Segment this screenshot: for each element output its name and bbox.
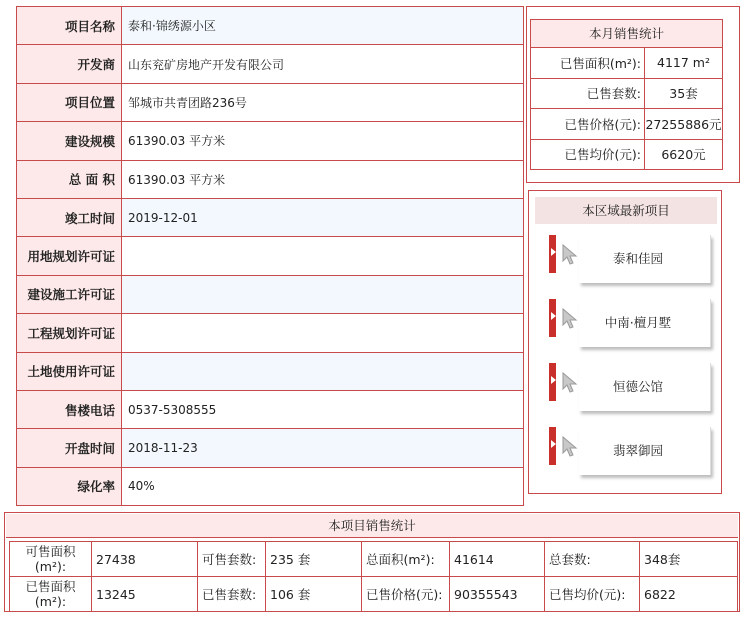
month-stat-value: 35套: [645, 78, 723, 109]
info-label: 项目位置: [17, 83, 122, 121]
stat-value: 6822: [640, 577, 738, 612]
newest-projects-title: 本区域最新项目: [535, 197, 717, 224]
stat-label: 总面积(m²):: [362, 542, 450, 577]
info-value: 山东兖矿房地产开发有限公司: [122, 45, 524, 83]
info-value: [122, 237, 524, 275]
info-label: 建设施工许可证: [17, 275, 122, 313]
project-name[interactable]: 翡翠御园: [612, 443, 663, 458]
month-stat-label: 已售面积(m²):: [531, 48, 645, 79]
project-link-item[interactable]: [549, 427, 712, 479]
project-sales-table: [9, 541, 738, 612]
stat-value: 235 套: [266, 542, 362, 577]
project-sales-title: 本项目销售统计: [6, 514, 738, 538]
month-stat-label: 已售均价(元):: [531, 139, 645, 170]
project-sales-panel: [4, 512, 740, 612]
info-value: 2019-12-01: [122, 198, 524, 236]
info-label: 开发商: [17, 45, 122, 83]
month-stat-label: 已售价格(元):: [531, 109, 645, 140]
monthly-sales-table: [530, 47, 723, 170]
info-label: 项目名称: [17, 7, 122, 45]
month-stat-value: 6620元: [645, 139, 723, 170]
stat-value: 13245: [92, 577, 198, 612]
red-tab-icon: [549, 427, 556, 465]
info-label: 建设规模: [17, 122, 122, 160]
month-stat-value: 27255886元: [645, 109, 723, 140]
info-label: 竣工时间: [17, 198, 122, 236]
project-name[interactable]: 泰和佳园: [612, 251, 663, 266]
info-value: [122, 275, 524, 313]
monthly-sales-panel: [526, 6, 740, 183]
info-value: 邹城市共青团路236号: [122, 83, 524, 121]
info-value: [122, 352, 524, 390]
project-name[interactable]: 中南·檀月墅: [604, 315, 672, 330]
project-link-item[interactable]: [549, 235, 712, 287]
info-value: 0537-5308555: [122, 390, 524, 428]
newest-projects-panel: [528, 190, 722, 494]
info-value: 40%: [122, 467, 524, 505]
info-value: 61390.03 平方米: [122, 160, 524, 198]
stat-label: 已售套数:: [198, 577, 266, 612]
info-label: 土地使用许可证: [17, 352, 122, 390]
red-tab-icon: [549, 299, 556, 337]
stat-label: 可售套数:: [198, 542, 266, 577]
month-stat-value: 4117 m²: [645, 48, 723, 79]
project-link-item[interactable]: [549, 299, 712, 351]
stat-label: 已售面积(m²):: [10, 577, 92, 612]
stat-label: 可售面积(m²):: [10, 542, 92, 577]
info-label: 用地规划许可证: [17, 237, 122, 275]
stat-value: 27438: [92, 542, 198, 577]
info-label: 总 面 积: [17, 160, 122, 198]
stat-value: 106 套: [266, 577, 362, 612]
info-label: 售楼电话: [17, 390, 122, 428]
info-label: 工程规划许可证: [17, 314, 122, 352]
red-tab-icon: [549, 235, 556, 273]
project-name[interactable]: 恒德公馆: [612, 379, 663, 394]
monthly-sales-title: 本月销售统计: [530, 19, 723, 48]
red-tab-icon: [549, 363, 556, 401]
stat-value: 41614: [450, 542, 545, 577]
info-value: 2018-11-23: [122, 429, 524, 467]
stat-label: 已售均价(元):: [545, 577, 640, 612]
info-label: 开盘时间: [17, 429, 122, 467]
info-value: 泰和·锦绣源小区: [122, 7, 524, 45]
stat-label: 已售价格(元):: [362, 577, 450, 612]
project-info-table: [16, 6, 524, 506]
stat-label: 总套数:: [545, 542, 640, 577]
stat-value: 348套: [640, 542, 738, 577]
project-link-item[interactable]: [549, 363, 712, 415]
month-stat-label: 已售套数:: [531, 78, 645, 109]
info-value: 61390.03 平方米: [122, 122, 524, 160]
info-value: [122, 314, 524, 352]
stat-value: 90355543: [450, 577, 545, 612]
info-label: 绿化率: [17, 467, 122, 505]
